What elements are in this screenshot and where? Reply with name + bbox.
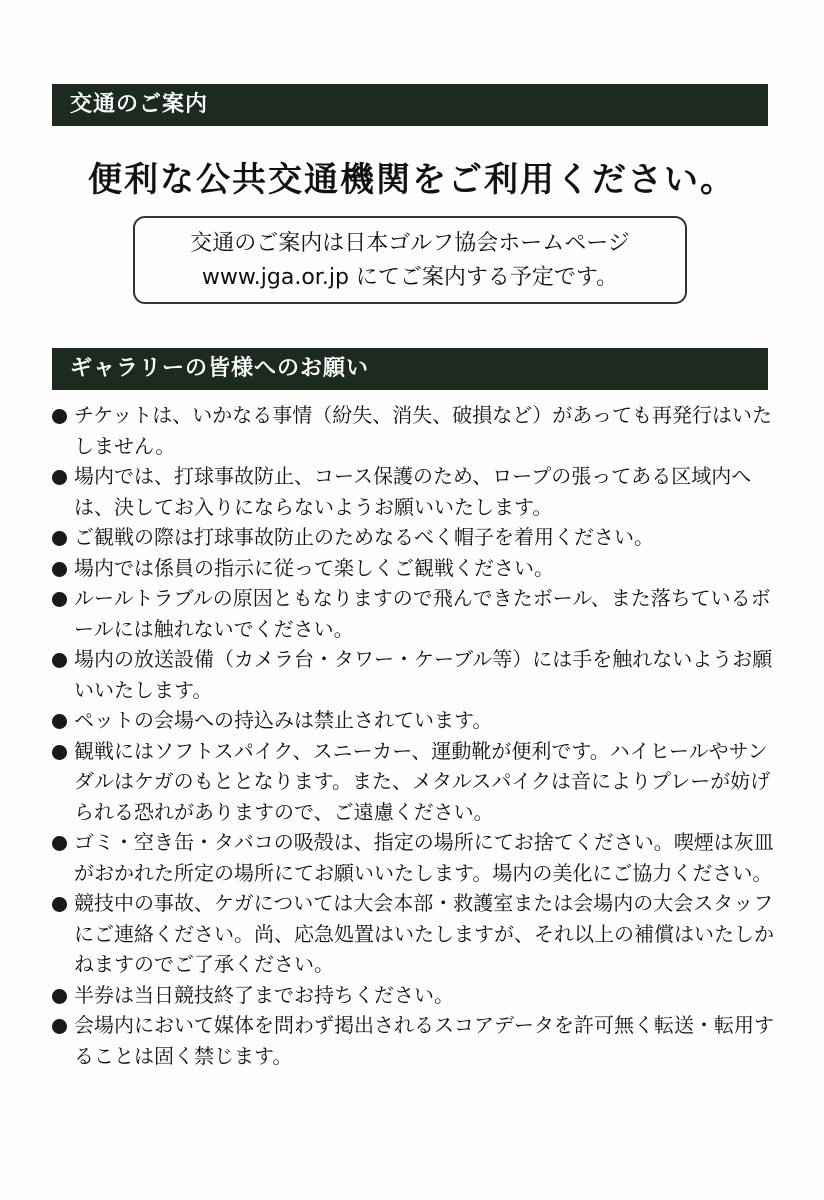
rule-item <box>52 980 776 1011</box>
rule-text: ルールトラブルの原因ともなりますので飛んできたボール、また落ちているボールには触れないでください。 <box>74 586 771 641</box>
bullet-icon <box>52 653 67 668</box>
rule-text: ゴミ・空き缶・タバコの吸殻は、指定の場所にてお捨てください。喫煙は灰皿がおかれた所定の場所にてお願いいたします。場内の美化にご協力ください。 <box>74 830 774 885</box>
rule-item <box>52 827 776 888</box>
bullet-icon <box>52 836 67 851</box>
bullet-icon <box>52 592 67 607</box>
transport-notice-box <box>133 216 687 304</box>
bullet-icon <box>52 562 67 577</box>
bullet-icon <box>52 531 67 546</box>
gallery-rules-list <box>52 400 776 1071</box>
rule-item <box>52 736 776 828</box>
rule-item <box>52 522 776 553</box>
rule-text: 会場内において媒体を問わず掲出されるスコアデータを許可無く転送・転用することは固く禁じます。 <box>74 1013 774 1068</box>
bullet-icon <box>52 714 67 729</box>
rule-item <box>52 553 776 584</box>
rule-item <box>52 583 776 644</box>
bullet-icon <box>52 1019 67 1034</box>
rule-text: 場内の放送設備（カメラ台・タワー・ケーブル等）には手を触れないようお願いいたします。 <box>74 647 773 702</box>
rule-item <box>52 461 776 522</box>
rule-text: 競技中の事故、ケガについては大会本部・救護室または会場内の大会スタッフにご連絡ください。尚、応急処置はいたしますが、それ以上の補償はいたしかねますのでご了承ください。 <box>74 891 774 976</box>
notice-line-2: www.jga.or.jp にてご案内する予定です。 <box>201 265 619 290</box>
bullet-icon <box>52 409 67 424</box>
gallery-section-heading: ギャラリーの皆様へのお願い <box>52 348 768 390</box>
transport-headline: 便利な公共交通機関をご利用ください。 <box>88 160 736 200</box>
rule-text: 観戦にはソフトスパイク、スニーカー、運動靴が便利です。ハイヒールやサンダルはケガのもととなります。また、メタルスパイクは音によりプレーが妨げられる恐れがありますので、ご遠慮ください。 <box>74 738 771 824</box>
rule-text: ご観戦の際は打球事故防止のためなるべく帽子を着用ください。 <box>74 525 654 549</box>
bullet-icon <box>52 897 67 912</box>
rule-text: 半券は当日競技終了までお持ちください。 <box>74 982 454 1007</box>
rule-text: 場内では係員の指示に従って楽しくご観戦ください。 <box>74 555 554 580</box>
rule-item <box>52 400 776 461</box>
notice-line-1: 交通のご案内は日本ゴルフ協会ホームページ <box>190 231 630 256</box>
rule-item <box>52 705 776 736</box>
rule-text: 場内では、打球事故防止、コース保護のため、ロープの張ってある区域内へは、決してお入りにならないようお願いいたします。 <box>74 464 752 519</box>
bullet-icon <box>52 745 67 760</box>
bullet-icon <box>52 989 67 1004</box>
rule-text: ペットの会場への持込みは禁止されています。 <box>74 708 493 732</box>
rule-text: チケットは、いかなる事情（紛失、消失、破損など）があっても再発行はいたしません。 <box>74 403 772 458</box>
transport-section-heading: 交通のご案内 <box>52 84 768 126</box>
rule-item <box>52 888 776 980</box>
bullet-icon <box>52 470 67 485</box>
rule-item <box>52 1010 776 1071</box>
rule-item <box>52 644 776 705</box>
